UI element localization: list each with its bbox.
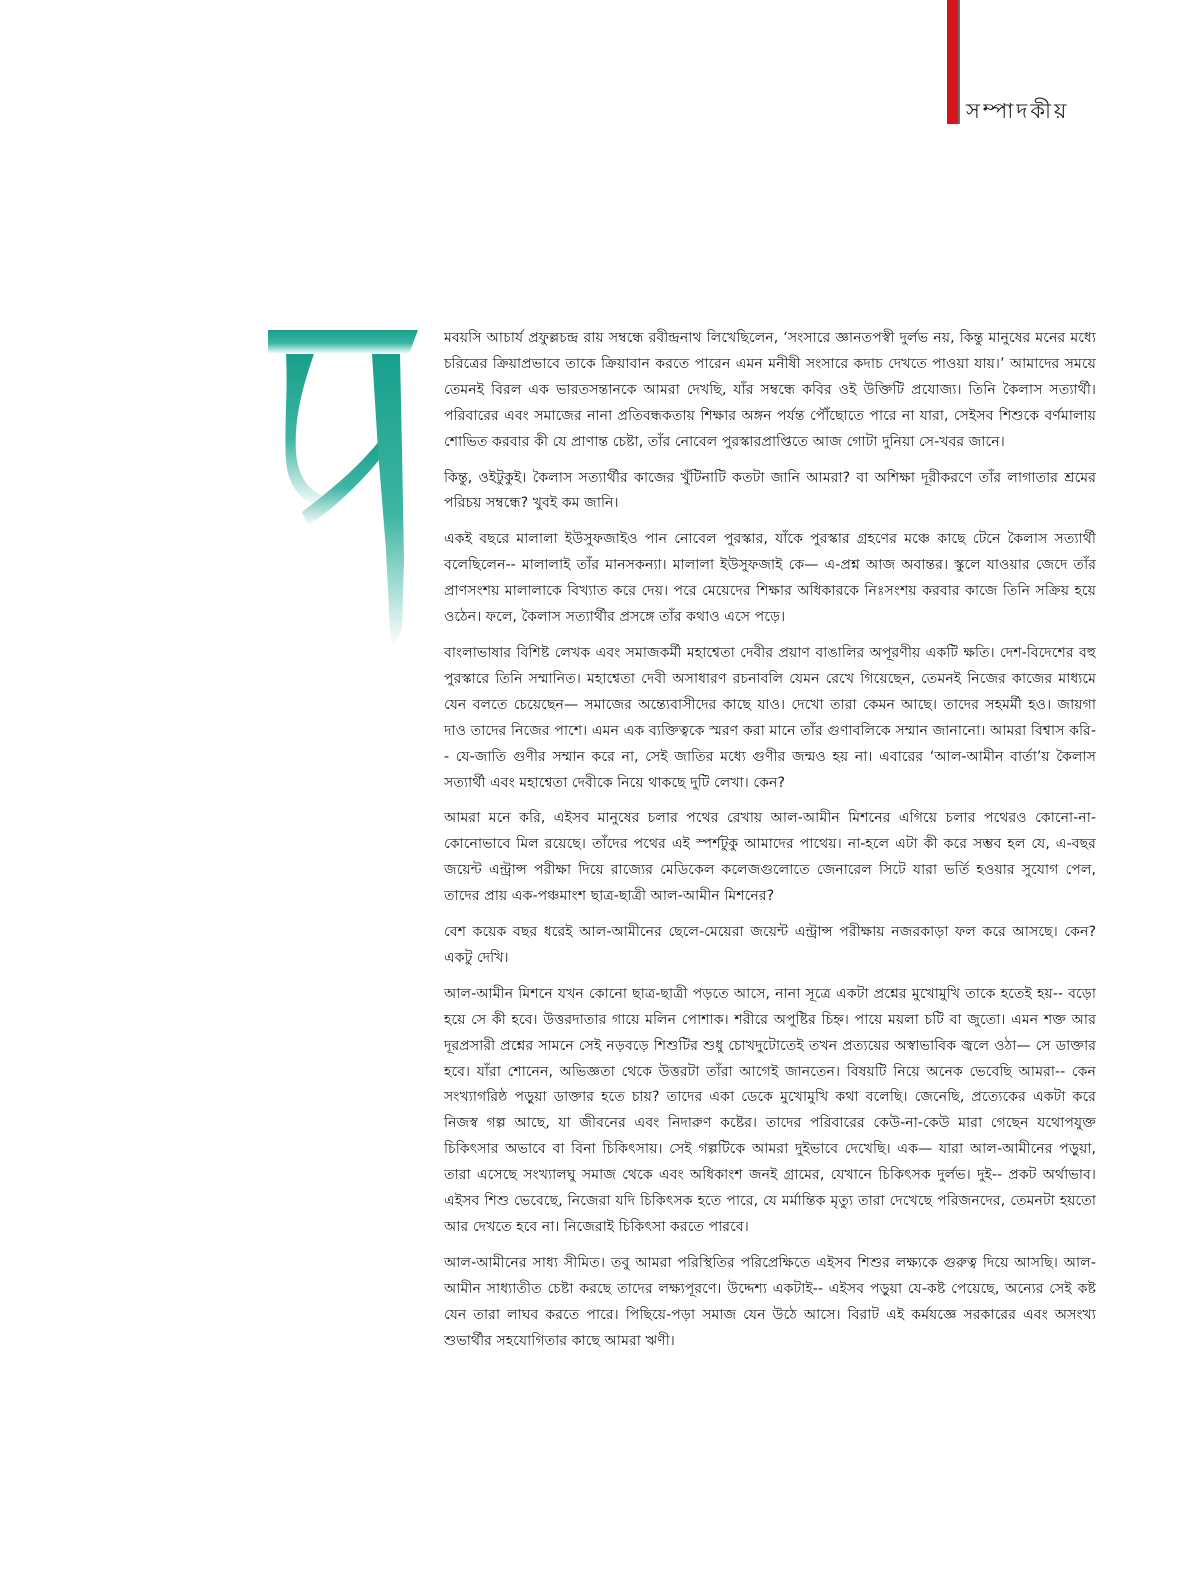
header-red-bar xyxy=(947,0,958,124)
paragraph: কিন্তু, ওইটুকুই। কৈলাস সত্যার্থীর কাজের খুঁটিনাটি কতটা জানি আমরা? বা অশিক্ষা দূরীকরণে তাঁর লাগাতার শ্রমের পরিচয় সম্বন্ধে? খুবই কম জানি। xyxy=(444,469,1096,512)
editorial-article xyxy=(444,326,1096,1365)
paragraph: আমরা মনে করি, এইসব মানুষের চলার পথের রেখায় আল-আমীন মিশনের এগিয়ে চলার পথেরও কোনো-না-কোনোভাবে মিল রয়েছে। তাঁদের পথের এই স্পর্শটুকু আমাদের পাথেয়। না-হলে এটা কী করে সম্ভব হল যে, এ-বছর জয়েন্ট এন্ট্রান্স পরীক্ষা দিয়ে রাজ্যের মেডিকেল কলেজগুলোতে জেনারেল সিটে যারা ভর্তি হওয়ার সুযোগ পেল, তাদের প্রায় এক-পঞ্চমাংশ ছাত্র-ছাত্রী আল-আমীন মিশনের? xyxy=(444,810,1096,905)
dropcap-letter xyxy=(268,330,428,650)
paragraph: বাংলাভাষার বিশিষ্ট লেখক এবং সমাজকর্মী মহাশ্বেতা দেবীর প্রয়াণ বাঙালির অপূরণীয় একটি ক্ষতি। দেশ-বিদেশের বহু পুরস্কারে তিনি সম্মানিত। মহাশ্বেতা দেবী অসাধারণ রচনাবলি যেমন রেখে গিয়েছেন, তেমনই নিজের কাজের মাধ্যমে যেন বলতে চেয়েছেন— সমাজের অন্ত্যেবাসীদের কাছে যাও। দেখো তারা কেমন আছে। তাদের সহমর্মী হও। জায়গা দাও তাদের নিজের পাশে। এমন এক ব্যক্তিত্বকে স্মরণ করা মানে তাঁর গুণাবলিকে সম্মান জানানো। আমরা বিশ্বাস করি-- যে-জাতি গুণীর সম্মান করে না, সেই জাতির মধ্যে গুণীর জন্মও হয় না। এবারের ‘আল-আমীন বার্তা’য় কৈলাস সত্যার্থী এবং মহাশ্বেতা দেবীকে নিয়ে থাকছে দুটি লেখা। কেন? xyxy=(444,644,1096,791)
paragraph: আল-আমীন মিশনে যখন কোনো ছাত্র-ছাত্রী পড়তে আসে, নানা সূত্রে একটা প্রশ্নের মুখোমুখি তাকে হতেই হয়-- বড়ো হয়ে সে কী হবে। উত্তরদাতার গায়ে মলিন পোশাক। শরীরে অপুষ্টির চিহ্ন। পায়ে ময়লা চটি বা জুতো। এমন শক্ত আর দূরপ্রসারী প্রশ্নের সামনে সেই নড়বড়ে শিশুটির শুধু চোখদুটোতেই তখন প্রত্যয়ের অস্বাভাবিক জ্বলে ওঠা— সে ডাক্তার হবে। যাঁরা শোনেন, অভিজ্ঞতা থেকে উত্তরটা তাঁরা আগেই জানতেন। বিষয়টি নিয়ে অনেক ভেবেছি আমরা-- কেন সংখ্যাগরিষ্ঠ পড়ুয়া ডাক্তার হতে চায়? তাদের একা ডেকে মুখোমুখি কথা বলেছি। জেনেছি, প্রত্যেকের একটা করে নিজস্ব গল্প আছে, যা জীবনের এবং নিদারুণ কষ্টের। তাদের পরিবারের কেউ-না-কেউ মারা গেছেন যথোপযুক্ত চিকিৎসার অভাবে বা বিনা চিকিৎসায়। সেই গল্পটিকে আমরা দুইভাবে দেখেছি। এক— যারা আল-আমীনের পড়ুয়া, তারা এসেছে সংখ্যালঘু সমাজ থেকে এবং অধিকাংশ জনই গ্রামের, যেখানে চিকিৎসক দুর্লভ। দুই-- প্রকট অর্থাভাব। এইসব শিশু ভেবেছে, নিজেরা যদি চিকিৎসক হতে পারে, যে মর্মান্তিক মৃত্যু তারা দেখেছে পরিজনদের, তেমনটা হয়তো আর দেখতে হবে না। নিজেরাই চিকিৎসা করতে পারবে। xyxy=(444,985,1096,1235)
paragraph: একই বছরে মালালা ইউসুফজাইও পান নোবেল পুরস্কার, যাঁকে পুরস্কার গ্রহণের মঞ্চে কাছে টেনে কৈলাস সত্যার্থী বলেছিলেন-- মালালাই তাঁর মানসকন্যা। মালালা ইউসুফজাই কে— এ-প্রশ্ন আজ অবান্তর। স্কুলে যাওয়ার জেদে তাঁর প্রাণসংশয় মালালাকে বিখ্যাত করে দেয়। পরে মেয়েদের শিক্ষার অধিকারকে নিঃসংশয় করবার কাজে তিনি সক্রিয় হয়ে ওঠেন। ফলে, কৈলাস সত্যার্থীর প্রসঙ্গে তাঁর কথাও এসে পড়ে। xyxy=(444,531,1096,626)
header-gray-rule xyxy=(958,0,960,124)
paragraph: মবয়সি আচার্য প্রফুল্লচন্দ্র রায় সম্বন্ধে রবীন্দ্রনাথ লিখেছিলেন, ‘সংসারে জ্ঞানতপস্বী দুর্লভ নয়, কিন্তু মানুষের মনের মধ্যে চরিত্রের ক্রিয়াপ্রভাবে তাকে ক্রিয়াবান করতে পারেন এমন মনীষী সংসারে কদাচ দেখতে পাওয়া যায়।’ আমাদের সময়ে তেমনই বিরল এক ভারতসন্তানকে আমরা দেখছি, যাঁর সম্বন্ধে কবির ওই উক্তিটি প্রযোজ্য। তিনি কৈলাস সত্যার্থী। পরিবারের এবং সমাজের নানা প্রতিবন্ধকতায় শিক্ষার অঙ্গন পর্যন্ত পৌঁছোতে পারে না যারা, সেইসব শিশুকে বর্ণমালায় শোভিত করবার কী যে প্রাণান্ত চেষ্টা, তাঁর নোবেল পুরস্কারপ্রাপ্তিতে আজ গোটা দুনিয়া সে-খবর জানে। xyxy=(444,330,1096,450)
paragraph: বেশ কয়েক বছর ধরেই আল-আমীনের ছেলে-মেয়েরা জয়েন্ট এন্ট্রান্স পরীক্ষায় নজরকাড়া ফল করে আসছে। কেন? একটু দেখি। xyxy=(444,924,1096,966)
dropcap-diagonal xyxy=(302,440,384,526)
paragraph: আল-আমীনের সাধ্য সীমিত। তবু আমরা পরিস্থিতির পরিপ্রেক্ষিতে এইসব শিশুর লক্ষ্যকে গুরুত্ব দিয়ে আসছি। আল-আমীন সাধ্যাতীত চেষ্টা করছে তাদের লক্ষ্যপূরণে। উদ্দেশ্য একটাই-- এইসব পড়ুয়া যে-কষ্ট পেয়েছে, অন্যের সেই কষ্ট যেন তারা লাঘব করতে পারে। পিছিয়ে-পড়া সমাজ যেন উঠে আসে। বিরাট এই কর্মযজ্ঞে সরকারের এবং অসংখ্য শুভার্থীর সহযোগিতার কাছে আমরা ঋণী। xyxy=(444,1254,1096,1349)
dropcap-stem xyxy=(372,354,404,648)
dropcap-headstroke xyxy=(268,330,418,354)
section-label: সম্পাদকীয় xyxy=(966,99,1070,123)
dropcap-left-loop xyxy=(285,354,334,508)
